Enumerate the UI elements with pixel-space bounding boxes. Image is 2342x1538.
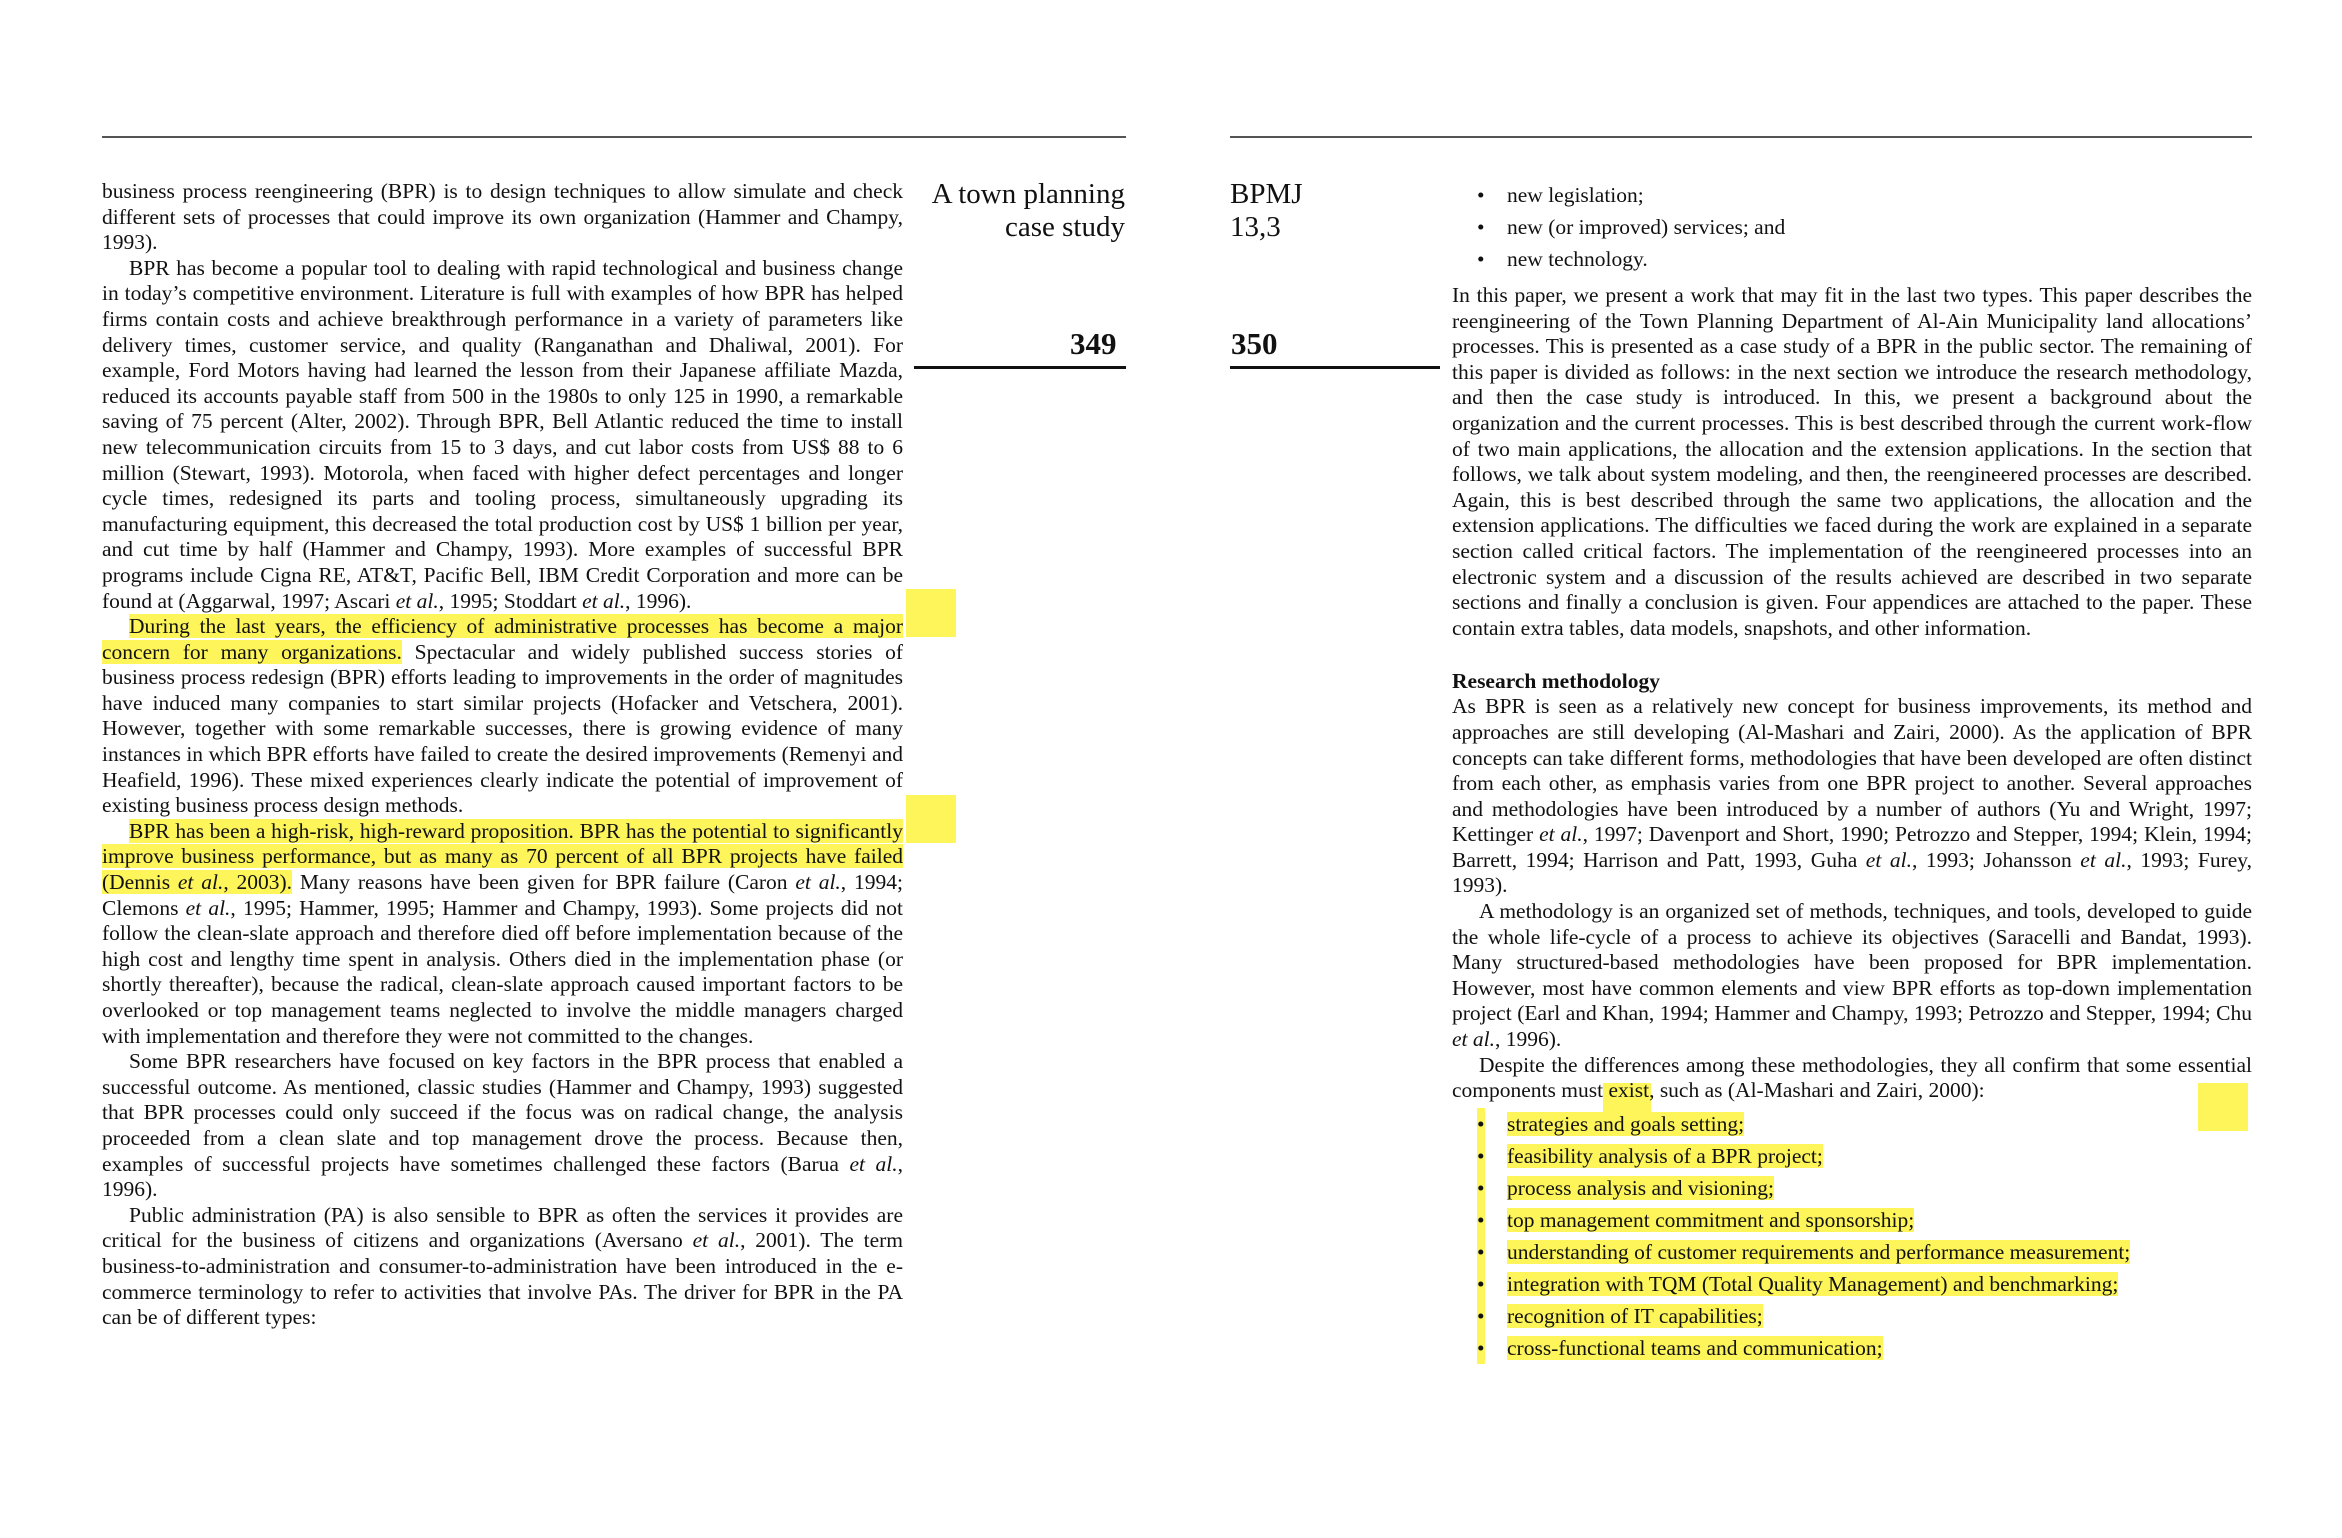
bullet-icon: • [1477,1204,1485,1236]
para-text: Despite the differences among these methodologies, they all confirm that some essential components must exist, such as (Al-Mashari and Zairi, 2000): [1452,1052,2252,1103]
list-item [1452,1108,2252,1140]
bullet-icon: • [1477,1236,1485,1268]
paragraph [1452,694,2252,899]
para-text: , 1997; Davenport and Short, 1990; Petrozzo and Stepper, 1994; Klein, 1994; Barrett, 1994; Harrison and Patt, 1993, Guha [1452,822,2252,872]
para-text: BPR has been a high-risk, high-reward proposition. BPR has the potential to significantly improve business performance, but as many as 70 percent of all BPR projects have failed (Dennis [102,818,903,895]
bullet-text: new technology. [1507,247,1648,271]
para-text: , 1995; Stoddart [438,588,583,613]
para-text: , 1996). [625,588,692,613]
list-item [1452,1172,2252,1204]
list-item [1452,243,2252,275]
journal-info [1230,178,1430,244]
list-item [1452,1140,2252,1172]
highlighted-text: top management commitment and sponsorship; [1507,1207,1915,1232]
bullet-icon: • [1477,215,1485,239]
page-number-350: 350 [1231,326,1278,361]
et-al: et al. [2080,847,2127,872]
page-number-349: 349 [1070,326,1117,361]
list-item [1452,1300,2252,1332]
para-text: , 1994; Clemons [102,870,903,920]
para-text: As BPR is seen as a relatively new concept for business improvements, its method and approaches are still developing (Al-Mashari and Zairi, 2000). As the application of BPR concepts can take different forms, methodologies that have been developed are often distinct from each other, as emphasis varies from one BPR project to another. Several approaches and methodologies have been introduced by a number of authors (Yu and Wright, 1997; Kettinger [1452,694,2252,847]
right-body-text [1452,179,2252,1364]
highlighted-text: cross-functional teams and communication; [1507,1335,1883,1360]
journal-line2: 13,3 [1230,211,1281,243]
left-body-text [102,179,903,1331]
list-item [1452,1268,2252,1300]
paragraph [1452,1053,2252,1104]
section-heading: Research methodology [1452,669,1661,694]
bullet-icon: • [1477,1172,1485,1204]
bullet-icon: • [1477,1108,1485,1140]
para-text: , 1993; Furey, 1993). [1452,847,2253,898]
paragraph [102,1203,903,1331]
components-bullet-list [1452,1108,2252,1364]
para-text: , 2003). [223,870,293,895]
paragraph [102,614,903,819]
paragraph [1452,283,2252,641]
et-al: et al. [1865,847,1912,872]
para-text: A methodology is an organized set of methods, techniques, and tools, developed to guide the whole life-cycle of a process to achieve its objectives (Saracelli and Bandat, 1993). Many structured-based methodologies have been proposed for BPR implementation. However, most have common elements and view BPR efforts as top-down implementation project (Earl and Khan, 1994; Hammer and Champy, 1993; Petrozzo and Stepper, 1994; Chu [1452,899,2252,1026]
para-text: Spectacular and widely published success stories of business process redesign (BPR) efforts leading to improvements in the order of magnitudes have induced many companies to start similar projects (Hofacker and Vetschera, 2001). However, together with some remarkable successes, there is growing evidence of many instances in which BPR efforts have failed to create the desired improvements (Remenyi and Heafield, 1996). These mixed experiences clearly indicate the potential of improvement of existing business process design methods. [102,639,903,818]
para-text: Public administration (PA) is also sensible to BPR as often the services it provides are critical for the business of citizens and organizations (Aversano [102,1202,903,1253]
running-title-line1: A town planning [931,178,1125,210]
highlight-marker-2 [906,795,956,843]
paragraph [102,819,903,1049]
bullet-icon: • [1477,183,1485,207]
bullet-icon: • [1477,1140,1485,1172]
paragraph [102,256,903,614]
highlighted-text: feasibility analysis of a BPR project; [1507,1143,1823,1168]
paragraph [102,179,903,256]
driver-bullet-list [1452,179,2252,275]
para-text: , 1996). [1495,1027,1562,1052]
page-number-rule-right [1230,366,1440,369]
bullet-icon: • [1477,1300,1485,1332]
highlight-marker-1 [906,589,956,637]
et-al: et al. [1452,1027,1495,1052]
highlighted-text: recognition of IT capabilities; [1507,1303,1763,1328]
list-item [1452,211,2252,243]
bullet-icon: • [1477,1332,1485,1364]
para-text: In this paper, we present a work that may fit in the last two types. This paper describes the reengineering of the Town Planning Department of Al-Ain Municipality land allocations’ processes. This is presented as a case study of a BPR in the public sector. The remaining of this paper is divided as follows: in the next section we introduce the research methodology, and then the case study is introduced. In this, we present a background about the organization and the current processes. This is best described through the current work-flow of two main applications, the allocation and the extension applications. In the section that follows, we talk about system modeling, and then, the reengineered processes are described. Again, this is best described through the same two applications, the allocation and the extension applications. The difficulties we faced during the work are explained in a separate section called critical factors. The implementation of the reengineered processes into an electronic system and a discussion of the results achieved are described in two separate sections and finally a conclusion is given. Four appendices are attached to the paper. These contain extra tables, data models, snapshots, and other information. [1452,283,2252,640]
right-header-rule [1230,136,2252,138]
para-text: business process reengineering (BPR) is to design techniques to allow simulate and check different sets of processes that could improve its own organization (Hammer and Champy, 1993). [102,179,903,255]
journal-line1: BPMJ [1230,178,1303,210]
et-al: et al. [795,870,841,895]
para-text: , 2001). The term business-to-administration and consumer-to-administration have been introduced in the e-commerce terminology to refer to activities that involve PAs. The driver for BPR in the PA can be of different types: [102,1228,903,1330]
list-item [1452,1204,2252,1236]
running-title-line2: case study [1005,211,1125,243]
para-text: , 1996). [102,1151,903,1202]
et-al: et al. [582,588,626,613]
et-al: et al. [395,588,439,613]
list-item [1452,179,2252,211]
para-text: BPR has become a popular tool to dealing with rapid technological and business change in today’s competitive environment. Literature is full with examples of how BPR has helped firms contain costs and achieve breakthrough performance in a variety of parameters like delivery times, customer service, and quality (Ranganathan and Dhaliwal, 2001). For example, Ford Motors having had learned the lesson from their Japanese affiliate Mazda, reduced its accounts payable staff from 500 in the 1980s to only 125 in 1990, a remarkable saving of 75 percent (Alter, 2002). Through BPR, Bell Atlantic reduced the time to install new telecommunication circuits from 15 to 3 days, and cut labor costs from US$ 88 to 6 million (Stewart, 1993). Motorola, when faced with higher defect percentages and longer cycle times, redesigned its parts and tooling process, simultaneously upgrading its manufacturing equipment, this decreased the total production cost by US$ 1 billion per year, and cut time by half (Hammer and Champy, 1993). More examples of successful BPR programs include Cigna RE, AT&T, Pacific Bell, IBM Credit Corporation and more can be found at (Aggarwal, 1997; Ascari [102,255,903,613]
para-text: Some BPR researchers have focused on key factors in the BPR process that enabled a successful outcome. As mentioned, classic studies (Hammer and Champy, 1993) suggested that BPR processes could only succeed if the focus was on radical change, the analysis proceeded from a clean slate and top management drove the process. Because then, examples of successful projects have sometimes challenged these factors (Barua [102,1049,903,1176]
et-al: et al. [849,1151,898,1176]
bullet-icon: • [1477,247,1485,271]
et-al: et al. [692,1228,741,1253]
bullet-icon: • [1477,1268,1485,1300]
et-al: et al. [1539,822,1583,847]
et-al: et al. [185,895,231,920]
left-header-rule [102,136,1126,138]
highlighted-text: understanding of customer requirements and performance measurement; [1507,1239,2131,1264]
et-al: et al. [177,870,224,895]
list-item [1452,1236,2252,1268]
list-item [1452,1332,2252,1364]
bullet-text: new legislation; [1507,183,1644,207]
para-text: , 1995; Hammer, 1995; Hammer and Champy, 1993). Some projects did not follow the clean-slate approach and therefore died off before implementation because of the high cost and lengthy time spent in analysis. Others died in the implementation phase (or shortly thereafter), because the radical, clean-slate approach caused important factors to be overlooked or top management teams neglected to involve the middle managers charged with implementation and therefore they were not committed to the changes. [102,895,903,1048]
highlighted-text: process analysis and visioning; [1507,1175,1774,1200]
paragraph [102,1049,903,1203]
paragraph [1452,899,2252,1053]
highlighted-text: integration with TQM (Total Quality Management) and benchmarking; [1507,1271,2119,1296]
para-text: Many reasons have been given for BPR failure (Caron [292,870,796,895]
highlighted-text: strategies and goals setting; [1507,1111,1745,1136]
running-title [905,178,1125,244]
highlighted-text: During the last years, the efficiency of administrative processes has become a major concern for many organizations. [102,614,903,664]
page-number-rule-left [914,366,1126,369]
para-text: , 1993; Johansson [1911,847,2081,872]
bullet-text: new (or improved) services; and [1507,215,1786,239]
